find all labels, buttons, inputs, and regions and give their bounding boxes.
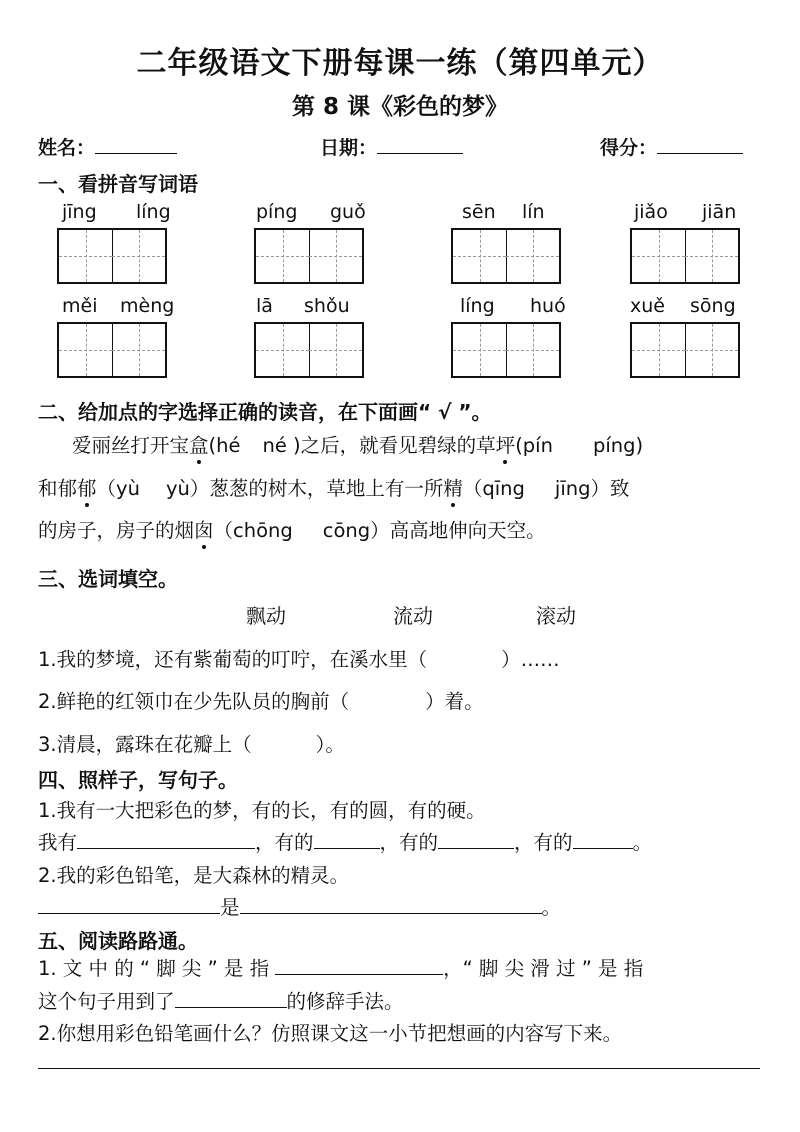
reading-question-1: 1. 文 中 的 “ 脚 尖 ” 是 指 ，“ 脚 尖 滑 过 ” 是 指 — [38, 957, 644, 980]
dotted-char: 盒 — [189, 430, 209, 458]
pinyin: huó — [530, 295, 566, 317]
pinyin: mèng — [120, 295, 175, 317]
answer-blank[interactable] — [175, 989, 287, 1008]
worksheet-title: 二年级语文下册每课一练（第四单元） — [136, 46, 664, 81]
pinyin: jiān — [702, 201, 737, 223]
writing-grid[interactable] — [254, 322, 364, 378]
score-blank[interactable] — [657, 135, 743, 154]
pinyin: jiǎo — [634, 201, 668, 223]
fill-question-3: 3.清晨，露珠在花瓣上（ ）。 — [38, 733, 345, 756]
pinyin: guǒ — [330, 201, 366, 223]
imitation-line-1: 我有 ，有的 ，有的 ，有的 。 — [38, 831, 653, 854]
passage-line-2: 和郁郁（yù yù）葱葱的树木，草地上有一所精（qīng jīng）致 — [38, 473, 629, 501]
date-blank[interactable] — [377, 135, 463, 154]
writing-grid[interactable] — [451, 322, 561, 378]
pinyin: líng — [136, 201, 171, 223]
word-option: 飘动 — [246, 604, 286, 628]
writing-grid[interactable] — [630, 322, 740, 378]
pinyin: jīng — [62, 201, 97, 223]
pinyin: měi — [62, 295, 98, 317]
word-option: 流动 — [393, 604, 433, 628]
reading-question-2: 2.你想用彩色铅笔画什么？仿照课文这一小节把想画的内容写下来。 — [38, 1022, 623, 1045]
section5-heading: 五、阅读路路通。 — [38, 929, 198, 953]
pinyin: lā — [256, 295, 273, 317]
answer-blank[interactable] — [314, 830, 380, 849]
pinyin: sēn — [462, 201, 496, 223]
score-label: 得分： — [600, 137, 658, 159]
name-field[interactable] — [38, 133, 177, 160]
name-label: 姓名： — [38, 137, 96, 159]
date-field[interactable] — [320, 133, 463, 160]
passage-line-1: 爱丽丝打开宝盒(hé né )之后，就看见碧绿的草坪(pín píng) — [72, 430, 643, 458]
name-blank[interactable] — [95, 135, 177, 154]
dotted-char: 郁 — [77, 473, 97, 501]
pinyin: xuě — [630, 295, 665, 317]
pinyin: shǒu — [304, 295, 350, 317]
answer-blank[interactable] — [275, 956, 443, 975]
section1-heading: 一、看拼音写词语 — [38, 172, 198, 196]
writing-grid[interactable] — [254, 228, 364, 284]
pinyin: sōng — [690, 295, 736, 317]
answer-line[interactable] — [38, 1068, 760, 1069]
section3-heading: 三、选词填空。 — [38, 567, 178, 591]
answer-blank[interactable] — [77, 830, 255, 849]
pinyin: lín — [522, 201, 545, 223]
section4-heading: 四、照样子，写句子。 — [38, 768, 238, 792]
dotted-char: 精 — [443, 473, 463, 501]
passage-line-3: 的房子，房子的烟囱（chōng cōng）高高地伸向天空。 — [38, 515, 546, 543]
answer-blank[interactable] — [573, 830, 633, 849]
answer-blank[interactable] — [438, 830, 514, 849]
example-sentence-2: 2.我的彩色铅笔，是大森林的精灵。 — [38, 864, 350, 887]
date-label: 日期： — [320, 137, 378, 159]
reading-question-1-cont: 这个句子用到了 的修辞手法。 — [38, 990, 404, 1013]
example-sentence-1: 1.我有一大把彩色的梦，有的长，有的圆，有的硬。 — [38, 799, 486, 822]
answer-blank[interactable] — [240, 895, 542, 914]
word-option: 滚动 — [536, 604, 576, 628]
dotted-char: 坪 — [496, 430, 516, 458]
answer-blank[interactable] — [38, 895, 220, 914]
writing-grid[interactable] — [451, 228, 561, 284]
pinyin: píng — [256, 201, 298, 223]
section2-heading: 二、给加点的字选择正确的读音，在下面画“ √ ”。 — [38, 400, 492, 424]
score-field[interactable] — [600, 133, 743, 160]
fill-question-2: 2.鲜艳的红领巾在少先队员的胸前（ ）着。 — [38, 690, 484, 713]
dotted-char: 囱 — [194, 515, 214, 543]
writing-grid[interactable] — [630, 228, 740, 284]
pinyin: líng — [460, 295, 495, 317]
fill-question-1: 1.我的梦境，还有紫葡萄的叮咛，在溪水里（ ）…… — [38, 648, 560, 671]
writing-grid[interactable] — [57, 228, 167, 284]
imitation-line-2: 是 。 — [38, 892, 561, 920]
writing-grid[interactable] — [57, 322, 167, 378]
lesson-subtitle: 第 8 课《彩色的梦》 — [291, 94, 509, 120]
